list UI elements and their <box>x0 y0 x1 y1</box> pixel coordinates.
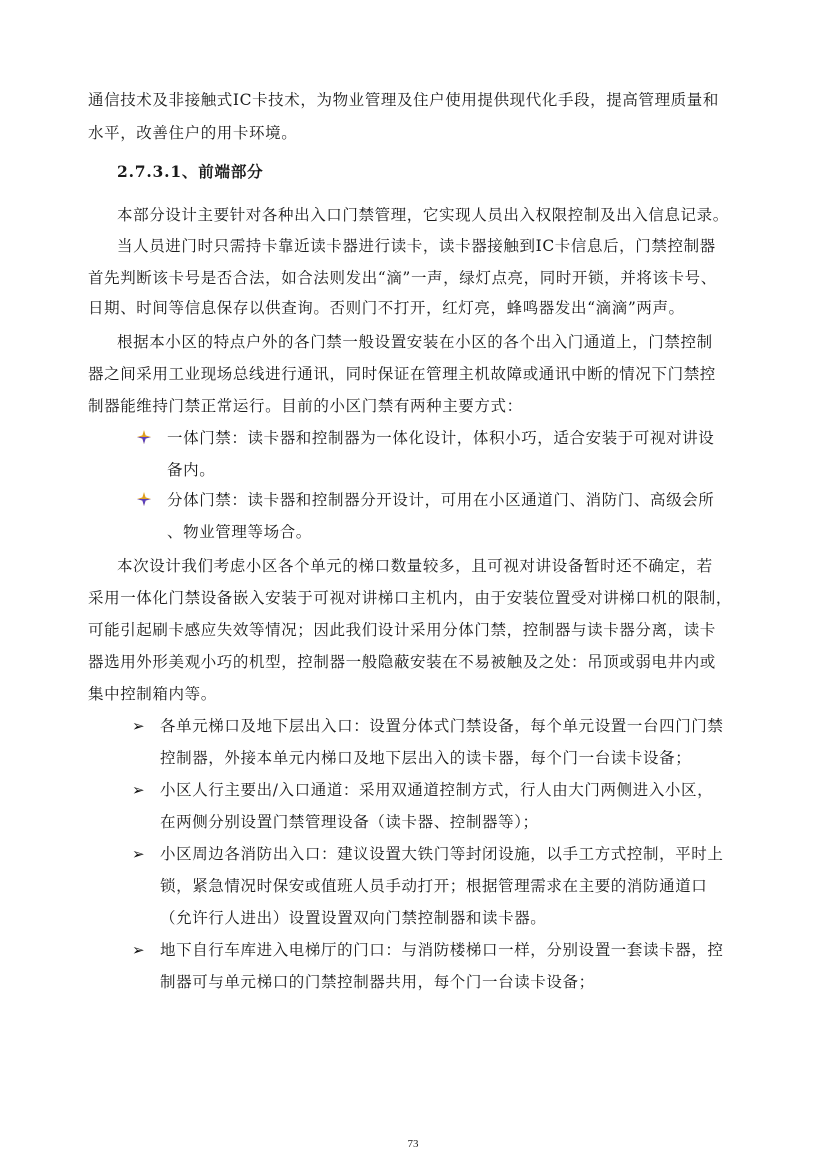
paragraph-line: 器选用外形美观小巧的机型，控制器一般隐蔽安装在不易被触及之处：吊顶或弱电井内或 <box>88 653 716 671</box>
arrow-bullet-icon: ➢ <box>132 845 145 863</box>
bullet-item-text: 、物业管理等场合。 <box>167 523 312 541</box>
arrow-bullet-icon: ➢ <box>132 717 145 735</box>
paragraph-line: 首先判断该卡号是否合法，如合法则发出“滴”一声，绿灯点亮，同时开锁，并将该卡号、 <box>88 269 717 287</box>
bullet-item-text: （允许行人进出）设置设置双向门禁控制器和读卡器。 <box>160 909 547 927</box>
bullet-item-text: 制器可与单元梯口的门禁控制器共用，每个门一台读卡设备； <box>160 973 595 991</box>
bullet-item-text: 地下自行车库进入电梯厅的门口：与消防楼梯口一样，分别设置一套读卡器，控 <box>160 941 724 959</box>
paragraph-line: 水平，改善住户的用卡环境。 <box>88 124 298 142</box>
bullet-item-text: 一体门禁：读卡器和控制器为一体化设计，体积小巧，适合安装于可视对讲设 <box>167 429 715 447</box>
arrow-bullet-icon: ➢ <box>132 781 145 799</box>
paragraph-line: 可能引起刷卡感应失效等情况；因此我们设计采用分体门禁，控制器与读卡器分离，读卡 <box>88 621 716 639</box>
four-point-star-icon <box>137 430 151 444</box>
four-point-star-icon <box>137 492 151 506</box>
paragraph-line: 制器能维持门禁正常运行。目前的小区门禁有两种主要方式： <box>88 397 523 415</box>
paragraph-line: 本次设计我们考虑小区各个单元的梯口数量较多，且可视对讲设备暂时还不确定，若 <box>117 557 713 575</box>
bullet-item-text: 各单元梯口及地下层出入口：设置分体式门禁设备，每个单元设置一台四门门禁 <box>160 717 724 735</box>
paragraph-line: 集中控制箱内等。 <box>88 685 217 703</box>
bullet-item-text: 控制器，外接本单元内梯口及地下层出入的读卡器，每个门一台读卡设备； <box>160 749 692 767</box>
bullet-item-text: 分体门禁：读卡器和控制器分开设计，可用在小区通道门、消防门、高级会所 <box>167 491 715 509</box>
paragraph-line: 通信技术及非接触式IC卡技术，为物业管理及住户使用提供现代化手段，提高管理质量和 <box>88 91 719 109</box>
page-number: 73 <box>407 1138 419 1150</box>
paragraph-line: 器之间采用工业现场总线进行通讯，同时保证在管理主机故障或通讯中断的情况下门禁控 <box>88 365 716 383</box>
bullet-item-text: 锁，紧急情况时保安或值班人员手动打开；根据管理需求在主要的消防通道口 <box>160 877 708 895</box>
paragraph-line: 日期、时间等信息保存以供查询。否则门不打开，红灯亮，蜂鸣器发出“滴滴”两声。 <box>88 299 685 317</box>
bullet-item-text: 小区人行主要出/入口通道：采用双通道控制方式，行人由大门两侧进入小区， <box>160 781 714 799</box>
bullet-item-text: 在两侧分别设置门禁管理设备（读卡器、控制器等）； <box>160 813 539 831</box>
bullet-item-text: 小区周边各消防出入口：建议设置大铁门等封闭设施，以手工方式控制，平时上 <box>160 845 724 863</box>
arrow-bullet-icon: ➢ <box>132 941 145 959</box>
paragraph-line: 采用一体化门禁设备嵌入安装于可视对讲梯口主机内，由于安装位置受对讲梯口机的限制， <box>88 589 733 607</box>
paragraph-line: 当人员进门时只需持卡靠近读卡器进行读卡，读卡器接触到IC卡信息后，门禁控制器 <box>117 237 716 255</box>
paragraph-line: 根据本小区的特点户外的各门禁一般设置安装在小区的各个出入门通道上，门禁控制 <box>117 333 713 351</box>
paragraph-line: 本部分设计主要针对各种出入口门禁管理，它实现人员出入权限控制及出入信息记录。 <box>117 206 729 224</box>
bullet-item-text: 备内。 <box>167 461 216 479</box>
section-heading: 2.7.3.1、前端部分 <box>117 162 264 181</box>
